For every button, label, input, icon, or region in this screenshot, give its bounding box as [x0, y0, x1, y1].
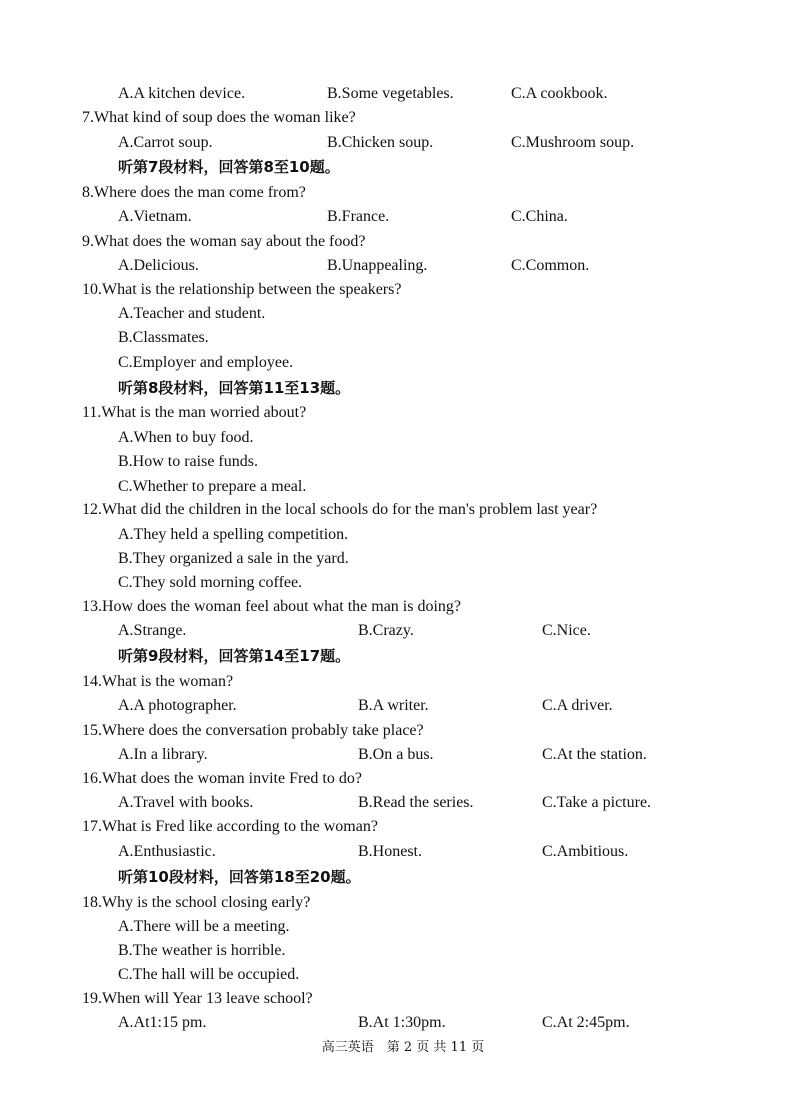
question-text: 7.What kind of soup does the woman like?: [82, 109, 356, 126]
question-text: 19.When will Year 13 leave school?: [82, 990, 313, 1007]
answer-option: B.They organized a sale in the yard.: [118, 550, 349, 567]
answer-option: B.Honest.: [358, 843, 422, 860]
answer-option: B.The weather is horrible.: [118, 942, 286, 959]
answer-option: A.Delicious.: [118, 257, 199, 274]
answer-option: B.How to raise funds.: [118, 453, 258, 470]
answer-option: A.At1:15 pm.: [118, 1014, 207, 1031]
answer-option: C.The hall will be occupied.: [118, 966, 300, 983]
answer-option: C.Employer and employee.: [118, 354, 294, 371]
answer-option: C.Take a picture.: [542, 794, 652, 811]
answer-option: A.They held a spelling competition.: [118, 526, 349, 543]
section-heading: 听第8段材料，回答第11至13题。: [118, 379, 351, 397]
answer-option: B.Some vegetables.: [327, 85, 454, 102]
answer-option: B.At 1:30pm.: [358, 1014, 446, 1031]
question-text: 14.What is the woman?: [82, 673, 234, 690]
answer-option: A.When to buy food.: [118, 429, 254, 446]
answer-option: C.China.: [511, 208, 568, 225]
answer-option: C.Mushroom soup.: [511, 134, 635, 151]
question-text: 11.What is the man worried about?: [82, 404, 307, 421]
answer-option: B.France.: [327, 208, 390, 225]
page-footer: 高三英语 第 2 页 共 11 页: [321, 1040, 485, 1055]
answer-option: A.Vietnam.: [118, 208, 192, 225]
answer-option: B.On a bus.: [358, 746, 434, 763]
answer-option: C.At the station.: [542, 746, 647, 763]
answer-option: A.A kitchen device.: [118, 85, 246, 102]
answer-option: B.Unappealing.: [327, 257, 428, 274]
answer-option: A.A photographer.: [118, 697, 237, 714]
answer-option: A.Enthusiastic.: [118, 843, 216, 860]
section-heading: 听第9段材料，回答第14至17题。: [118, 647, 351, 665]
answer-option: A.In a library.: [118, 746, 208, 763]
answer-option: B.Classmates.: [118, 329, 209, 346]
answer-option: B.Chicken soup.: [327, 134, 434, 151]
question-text: 18.Why is the school closing early?: [82, 894, 311, 911]
answer-option: C.They sold morning coffee.: [118, 574, 303, 591]
answer-option: B.A writer.: [358, 697, 429, 714]
answer-option: C.A driver.: [542, 697, 613, 714]
question-text: 15.Where does the conversation probably take place?: [82, 722, 424, 739]
answer-option: C.A cookbook.: [511, 85, 608, 102]
answer-option: C.Ambitious.: [542, 843, 629, 860]
answer-option: A.Travel with books.: [118, 794, 254, 811]
answer-option: C.Common.: [511, 257, 590, 274]
answer-option: A.There will be a meeting.: [118, 918, 290, 935]
section-heading: 听第10段材料，回答第18至20题。: [118, 868, 361, 886]
answer-option: C.Nice.: [542, 622, 591, 639]
answer-option: B.Crazy.: [358, 622, 414, 639]
answer-option: C.At 2:45pm.: [542, 1014, 630, 1031]
question-text: 10.What is the relationship between the speakers?: [82, 281, 402, 298]
question-text: 12.What did the children in the local schools do for the man's problem last year?: [82, 501, 598, 518]
answer-option: A.Strange.: [118, 622, 187, 639]
question-text: 16.What does the woman invite Fred to do?: [82, 770, 362, 787]
answer-option: A.Carrot soup.: [118, 134, 213, 151]
section-heading: 听第7段材料，回答第8至10题。: [118, 158, 340, 176]
question-text: 8.Where does the man come from?: [82, 184, 306, 201]
answer-option: C.Whether to prepare a meal.: [118, 478, 307, 495]
question-text: 17.What is Fred like according to the woman?: [82, 818, 378, 835]
question-text: 9.What does the woman say about the food?: [82, 233, 366, 250]
answer-option: B.Read the series.: [358, 794, 474, 811]
question-text: 13.How does the woman feel about what the man is doing?: [82, 598, 462, 615]
answer-option: A.Teacher and student.: [118, 305, 266, 322]
